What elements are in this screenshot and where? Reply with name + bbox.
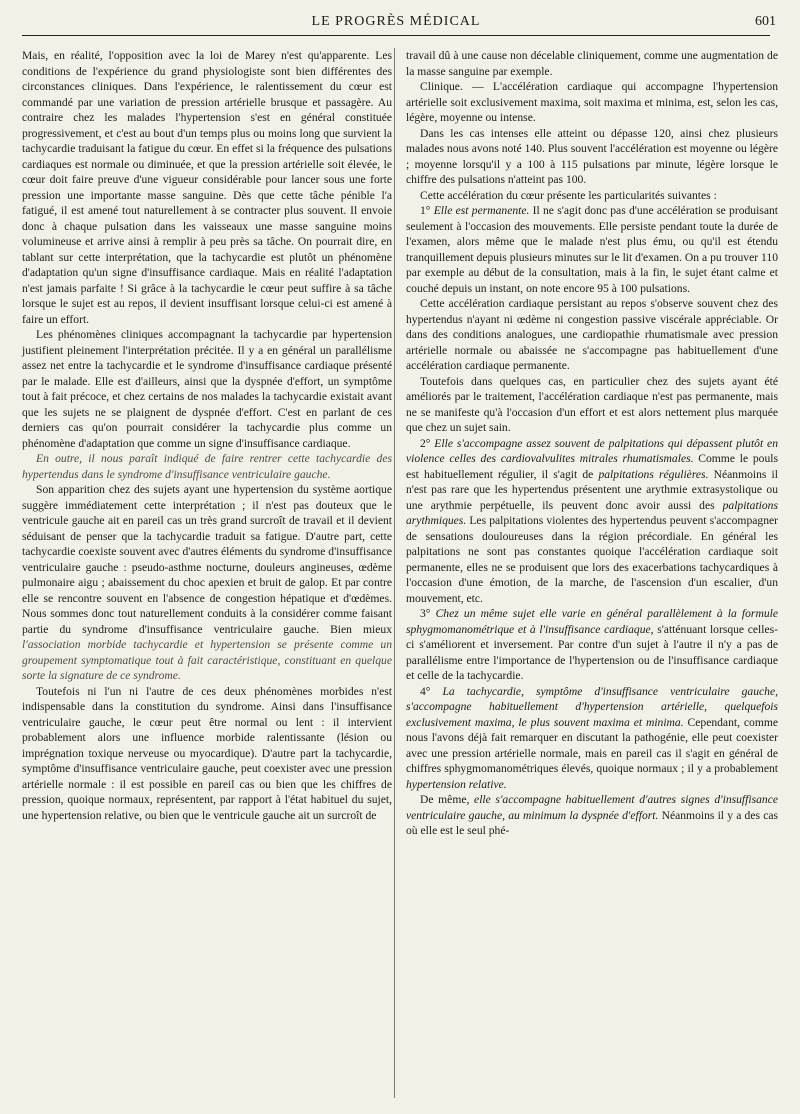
text-run: Cependant, comme nous l'avons déjà fait remarquer en discutant la pathogénie, elle peut coexister avec une pression artérielle normale, mais en pareil cas il s'agit en général de chiffres sphygmomanométriques élevés, quoique normaux ; il y a probablement — [406, 715, 778, 775]
italic-run: l'association morbide tachycardie et hypertension se présente comme un groupement symptomatique tout à fait caractéristique, constituant en quelque sorte la signature de ce syndrome. — [22, 638, 392, 682]
paragraph — [406, 203, 778, 296]
paragraph: Cette accélération du cœur présente les particularités suivantes : — [420, 188, 717, 202]
paragraph — [406, 684, 778, 793]
paragraph: Toutefois ni l'un ni l'autre de ces deux phénomènes morbides n'est indispensable dans la constitution du syndrome. Ainsi dans l'insuffisance ventriculaire gauche, le cœur peut être normal ou lent : il intervient probablement alors une influence morbide ralentissante (lésion ou imprégnation toxique nerveuse ou myocardique). D'autre part la tachycardie, symptôme d'insuffisance ventriculaire gauche, peut coexister avec une pression artérielle normale : il est possible en pareil cas ou bien que les chiffres de pression, quoique normaux, représentent, par rapport à l'état habituel du sujet, une hypertension relative, ou bien que le ventricule gauche ait un surcroît de — [22, 684, 392, 822]
text-run: De même, — [420, 793, 475, 806]
paragraph — [22, 482, 392, 684]
right-column — [406, 48, 778, 839]
text-run: — L'accélération cardiaque qui accompagne l'hypertension artérielle soit exclusivement maxima, soit maxima et minima, est, selon les cas, légère, moyenne ou intense. — [406, 80, 778, 124]
paragraph: Cette accélération cardiaque persistant au repos s'observe souvent chez des hypertendus n'ayant ni œdème ni congestion passive viscérale appréciable. Or dans des conditions analogues, une cardiopathie rhumatismale avec pression artérielle normale ou abaissée ne s'accompagne pas habituellement d'une accélération cardiaque permanente. — [406, 297, 778, 372]
paragraph: Mais, en réalité, l'opposition avec la loi de Marey n'est qu'apparente. Les conditions de l'expérience du grand physiologiste sont bien différentes des circonstances cliniques. Dans l'expérience, le ralentissement du cœur est commandé par une variation de pression artérielle brusque et passagère. Au contraire chez les malades l'hypertension s'est en général constituée progressivement, et c'est au bout d'un temps plus ou moins long que survient la tachycardie traduisant la fatigue du cœur. En effet si la fréquence des pulsations cardiaques est normale ou diminuée, et que la pression artérielle soit élevée, le cœur doit faire preuve d'une vigueur considérable pour lancer sous une forte pression une importante masse sanguine. Dès que cette tâche pénible l'a fatigué, il est amené tout naturellement à se contracter plus souvent. Il envoie donc à chaque pulsation dans les vaisseaux une masse sanguine moins volumineuse et arrive ainsi à remplir à peu près sa tâche. On pourrait dire, en tablant sur cette interprétation, que la tachycardie est plutôt un phénomène d'adaptation qu'un signe d'insuffisance cardiaque. Mais en réalité l'adaptation n'est jamais parfaite ! Si grâce à la tachycardie le cœur peut suffire à sa tâche lorsque le sujet est au repos, il devient insuffisant lorsque celui-ci est amené à faire un effort. — [22, 49, 392, 326]
italic-run: La tachycardie, symptôme d'insuffisance ventriculaire gauche, s'accompagne habituellement d'hypertension artérielle, quelquefois exclusivement maxima, le plus souvent maxima et minima. — [406, 684, 778, 729]
paragraph: travail dû à une cause non décelable cliniquement, comme une augmentation de la masse sanguine par exemple. — [406, 49, 778, 78]
paragraph — [406, 792, 778, 839]
list-number: 2° — [420, 436, 435, 450]
paragraph — [406, 436, 778, 607]
header-rule — [22, 35, 770, 36]
list-number: 1° — [420, 204, 434, 217]
paragraph: Les phénomènes cliniques accompagnant la tachycardie par hypertension justifient pleinement l'interprétation précitée. Il y a en général un parallélisme assez net entre la tachycardie et le syndrome d'insuffisance cardiaque présenté par le malade. Elle est d'ailleurs, ainsi que la dyspnée d'effort, un symptôme tout à fait précoce, et chez certains de nos malades la tachycardie existait avant que les sujets ne se plaignent de dyspnée d'effort. C'est en parlant de ces derniers cas qu'on pourrait considérer la tachycardie plus comme un phénomène d'adaptation que comme un signe d'insuffisance cardiaque. — [22, 328, 392, 450]
text-run: Les palpitations violentes des hypertendus peuvent s'accompagner de sensations douloureuses dans la région précordiale. En général les palpitations ne sont pas constantes quoique l'accélération cardiaque soit permanente, elles ne se produisent que lors des exacerbations tachycardiques à l'occasion d'une émotion, de la marche, de l'ascension d'un escalier, d'un mouvement, etc. — [406, 514, 778, 605]
text-run: s'atténuant lorsque celles-ci s'améliorent et inversement. Par contre d'un sujet à l'autre il n'y a pas de parallélisme entre l'importance de l'hypertension ou de l'insuffisance cardiaque et celle de la tachycardie. — [406, 622, 778, 682]
text-run: Néanmoins il y a des cas où elle est le seul phé- — [406, 808, 778, 837]
italic-run: Elle s'accompagne assez souvent de palpitations qui dépassent plutôt en violence celles des cardiovalvulites mitrales rhumatismales. — [406, 436, 778, 465]
text-run: Il ne s'agit donc pas d'une accélération se produisant seulement à l'occasion des mouvements. Elle persiste pendant toute la durée de l'examen, alors même que le malade n'est plus ému, ou qu'il est étendu tranquillement depuis plusieurs minutes sur le lit d'examen. On a pu trouver 110 par exemple au début de la consultation, mais à la fin, le sujet étant calme et couché depuis un instant, on note encore 95 à 100 pulsations. — [406, 204, 778, 295]
paragraph: Toutefois dans quelques cas, en particulier chez des sujets ayant été améliorés par le traitement, l'accélération cardiaque n'est pas permanente, mais ne se manifeste qu'à l'occasion d'un effort et est alors nettement plus marquée que chez un sujet sain. — [406, 374, 778, 434]
italic-run: palpitations arythmiques. — [406, 498, 778, 527]
journal-title: LE PROGRÈS MÉDICAL — [311, 14, 481, 29]
italic-run: palpitations régulières. — [598, 467, 709, 481]
italic-run: Chez un même sujet elle varie en général parallèlement à la formule sphygmomanométrique et à l'insuffisance cardiaque, — [406, 607, 778, 636]
italic-run: Elle est permanente. — [433, 204, 530, 217]
italic-run: hypertension relative. — [406, 777, 507, 791]
text-run: Comme le pouls est habituellement régulier, il s'agit de — [406, 452, 778, 481]
page-number: 601 — [755, 14, 776, 29]
section-label: Clinique. — [420, 80, 463, 93]
text-run: Son apparition chez des sujets ayant une hypertension du système aortique suggère immédiatement cette interprétation ; il n'est pas douteux que le ventricule gauche ait en pareil cas un très grand surcroît de travail et il devient séduisant de penser que la tachycardie traduit sa fatigue. D'autre part, cette tachycardie coexiste souvent avec d'autres éléments du syndrome d'insuffisance ventriculaire gauche : pseudo-asthme nocturne, douleurs angineuses, œdème pulmonaire aigu ; abaissement du choc apexien et bruit de galop. Et par contre elle se rencontre souvent en l'absence de congestion hépatique et d'œdèmes. Nous sommes donc tout naturellement conduits à la considérer comme faisant partie du syndrome d'insuffisance ventriculaire gauche. Bien mieux — [22, 483, 392, 636]
text-run: Néanmoins il n'est pas rare que les hypertendus présentent une arythmie extrasystolique ou une arythmie perpétuelle, ils peuvent donc avoir aussi des — [406, 467, 778, 512]
column-divider — [394, 48, 395, 1098]
left-column — [22, 48, 392, 823]
paragraph: Dans les cas intenses elle atteint ou dépasse 120, ainsi chez plusieurs malades nous avons noté 140. Plus souvent l'accélération est moyenne ou légère ; moyenne lorsqu'il y a 100 à 115 pulsations par minute, légère lorsque le chiffre des pulsations n'atteint pas 100. — [406, 126, 778, 186]
paragraph — [406, 606, 778, 684]
italic-run: elle s'accompagne habituellement d'autres signes d'insuffisance ventriculaire gauche, au minimum la dyspnée d'effort. — [406, 793, 778, 822]
running-header — [22, 14, 776, 36]
italic-paragraph: En outre, il nous paraît indiqué de faire rentrer cette tachycardie des hypertendus dans le syndrome d'insuffisance ventriculaire gauche. — [22, 452, 392, 481]
paragraph — [406, 79, 778, 126]
list-number: 4° — [420, 684, 443, 698]
list-number: 3° — [420, 607, 436, 620]
